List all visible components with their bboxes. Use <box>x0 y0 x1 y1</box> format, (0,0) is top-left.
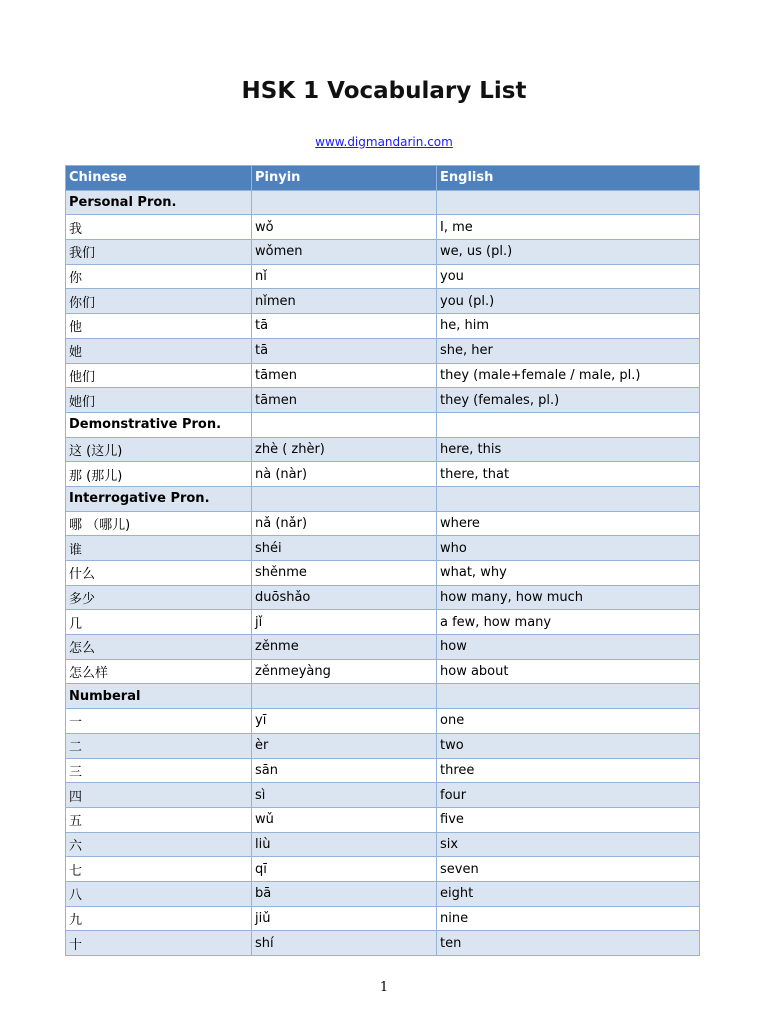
cell-chinese: 几 <box>66 610 252 635</box>
cell-pinyin: jǐ <box>252 610 437 635</box>
cell-pinyin: nǎ (nǎr) <box>252 511 437 536</box>
table-row <box>66 635 700 660</box>
table-row <box>66 783 700 808</box>
table-row <box>66 437 700 462</box>
website-link[interactable]: www.digmandarin.com <box>315 135 453 149</box>
table-row <box>66 931 700 956</box>
cell-english: four <box>437 783 700 808</box>
column-header-chinese: Chinese <box>66 166 252 191</box>
cell-chinese: 我们 <box>66 240 252 265</box>
cell-pinyin: liù <box>252 832 437 857</box>
table-row <box>66 881 700 906</box>
cell-english: I, me <box>437 215 700 240</box>
table-row <box>66 733 700 758</box>
category-row <box>66 486 700 511</box>
cell-english: seven <box>437 857 700 882</box>
cell-english: who <box>437 536 700 561</box>
cell-english: a few, how many <box>437 610 700 635</box>
cell-chinese: 十 <box>66 931 252 956</box>
cell-english <box>437 412 700 437</box>
category-label: Interrogative Pron. <box>66 486 252 511</box>
cell-chinese: 四 <box>66 783 252 808</box>
cell-english: you (pl.) <box>437 289 700 314</box>
cell-pinyin <box>252 684 437 709</box>
cell-pinyin <box>252 412 437 437</box>
cell-chinese: 二 <box>66 733 252 758</box>
cell-chinese: 什么 <box>66 561 252 586</box>
cell-pinyin: tāmen <box>252 363 437 388</box>
cell-chinese: 怎么样 <box>66 659 252 684</box>
cell-chinese: 八 <box>66 881 252 906</box>
cell-english: they (females, pl.) <box>437 388 700 413</box>
table-body <box>66 190 700 955</box>
cell-pinyin: shí <box>252 931 437 956</box>
table-row <box>66 462 700 487</box>
cell-pinyin: sì <box>252 783 437 808</box>
table-row <box>66 338 700 363</box>
cell-pinyin: wǒmen <box>252 240 437 265</box>
cell-pinyin: zhè ( zhèr) <box>252 437 437 462</box>
cell-pinyin: wǒ <box>252 215 437 240</box>
vocabulary-table <box>65 165 700 956</box>
cell-pinyin: tā <box>252 314 437 339</box>
table-row <box>66 388 700 413</box>
cell-chinese: 怎么 <box>66 635 252 660</box>
table-row <box>66 709 700 734</box>
table-row <box>66 807 700 832</box>
category-row <box>66 684 700 709</box>
cell-english: we, us (pl.) <box>437 240 700 265</box>
cell-pinyin: èr <box>252 733 437 758</box>
table-row <box>66 215 700 240</box>
cell-english: ten <box>437 931 700 956</box>
cell-english: what, why <box>437 561 700 586</box>
table-row <box>66 610 700 635</box>
cell-english: she, her <box>437 338 700 363</box>
cell-chinese: 这 (这儿) <box>66 437 252 462</box>
cell-pinyin: shéi <box>252 536 437 561</box>
table-row <box>66 659 700 684</box>
cell-english: two <box>437 733 700 758</box>
category-label: Demonstrative Pron. <box>66 412 252 437</box>
cell-english: three <box>437 758 700 783</box>
cell-pinyin <box>252 486 437 511</box>
cell-pinyin: zěnme <box>252 635 437 660</box>
column-header-english: English <box>437 166 700 191</box>
cell-chinese: 五 <box>66 807 252 832</box>
cell-chinese: 我 <box>66 215 252 240</box>
table-row <box>66 314 700 339</box>
category-label: Personal Pron. <box>66 190 252 215</box>
cell-chinese: 三 <box>66 758 252 783</box>
cell-chinese: 他们 <box>66 363 252 388</box>
table-row <box>66 758 700 783</box>
cell-english: nine <box>437 906 700 931</box>
table-row <box>66 289 700 314</box>
cell-english <box>437 684 700 709</box>
cell-chinese: 一 <box>66 709 252 734</box>
cell-pinyin: shěnme <box>252 561 437 586</box>
cell-chinese: 她们 <box>66 388 252 413</box>
cell-chinese: 多少 <box>66 585 252 610</box>
cell-pinyin: tāmen <box>252 388 437 413</box>
column-header-pinyin: Pinyin <box>252 166 437 191</box>
category-row <box>66 412 700 437</box>
table-row <box>66 906 700 931</box>
cell-pinyin: jiǔ <box>252 906 437 931</box>
cell-pinyin: tā <box>252 338 437 363</box>
cell-english: six <box>437 832 700 857</box>
cell-english: how many, how much <box>437 585 700 610</box>
page-number: 1 <box>379 980 389 995</box>
cell-english: he, him <box>437 314 700 339</box>
cell-english: where <box>437 511 700 536</box>
table-row <box>66 511 700 536</box>
cell-pinyin: nǐmen <box>252 289 437 314</box>
cell-pinyin: nǐ <box>252 264 437 289</box>
cell-pinyin: wǔ <box>252 807 437 832</box>
table-row <box>66 363 700 388</box>
cell-chinese: 七 <box>66 857 252 882</box>
table-header-row <box>66 166 700 191</box>
category-row <box>66 190 700 215</box>
cell-english: you <box>437 264 700 289</box>
cell-english: how <box>437 635 700 660</box>
cell-chinese: 她 <box>66 338 252 363</box>
cell-chinese: 他 <box>66 314 252 339</box>
cell-pinyin: qī <box>252 857 437 882</box>
cell-english: how about <box>437 659 700 684</box>
cell-english <box>437 190 700 215</box>
table-row <box>66 240 700 265</box>
cell-pinyin: yī <box>252 709 437 734</box>
cell-chinese: 你们 <box>66 289 252 314</box>
cell-pinyin: duōshǎo <box>252 585 437 610</box>
cell-chinese: 九 <box>66 906 252 931</box>
category-label: Numberal <box>66 684 252 709</box>
cell-pinyin: nà (nàr) <box>252 462 437 487</box>
cell-chinese: 那 (那儿) <box>66 462 252 487</box>
cell-pinyin: bā <box>252 881 437 906</box>
cell-chinese: 哪 （哪儿) <box>66 511 252 536</box>
cell-english: there, that <box>437 462 700 487</box>
cell-english: here, this <box>437 437 700 462</box>
table-row <box>66 264 700 289</box>
cell-pinyin: sān <box>252 758 437 783</box>
table-row <box>66 536 700 561</box>
document-title: HSK 1 Vocabulary List <box>241 78 527 104</box>
cell-english: they (male+female / male, pl.) <box>437 363 700 388</box>
table-row <box>66 585 700 610</box>
cell-chinese: 谁 <box>66 536 252 561</box>
table-row <box>66 857 700 882</box>
cell-english: five <box>437 807 700 832</box>
cell-pinyin <box>252 190 437 215</box>
cell-english: one <box>437 709 700 734</box>
table-row <box>66 561 700 586</box>
cell-english <box>437 486 700 511</box>
cell-chinese: 六 <box>66 832 252 857</box>
cell-chinese: 你 <box>66 264 252 289</box>
table-row <box>66 832 700 857</box>
cell-pinyin: zěnmeyàng <box>252 659 437 684</box>
cell-english: eight <box>437 881 700 906</box>
